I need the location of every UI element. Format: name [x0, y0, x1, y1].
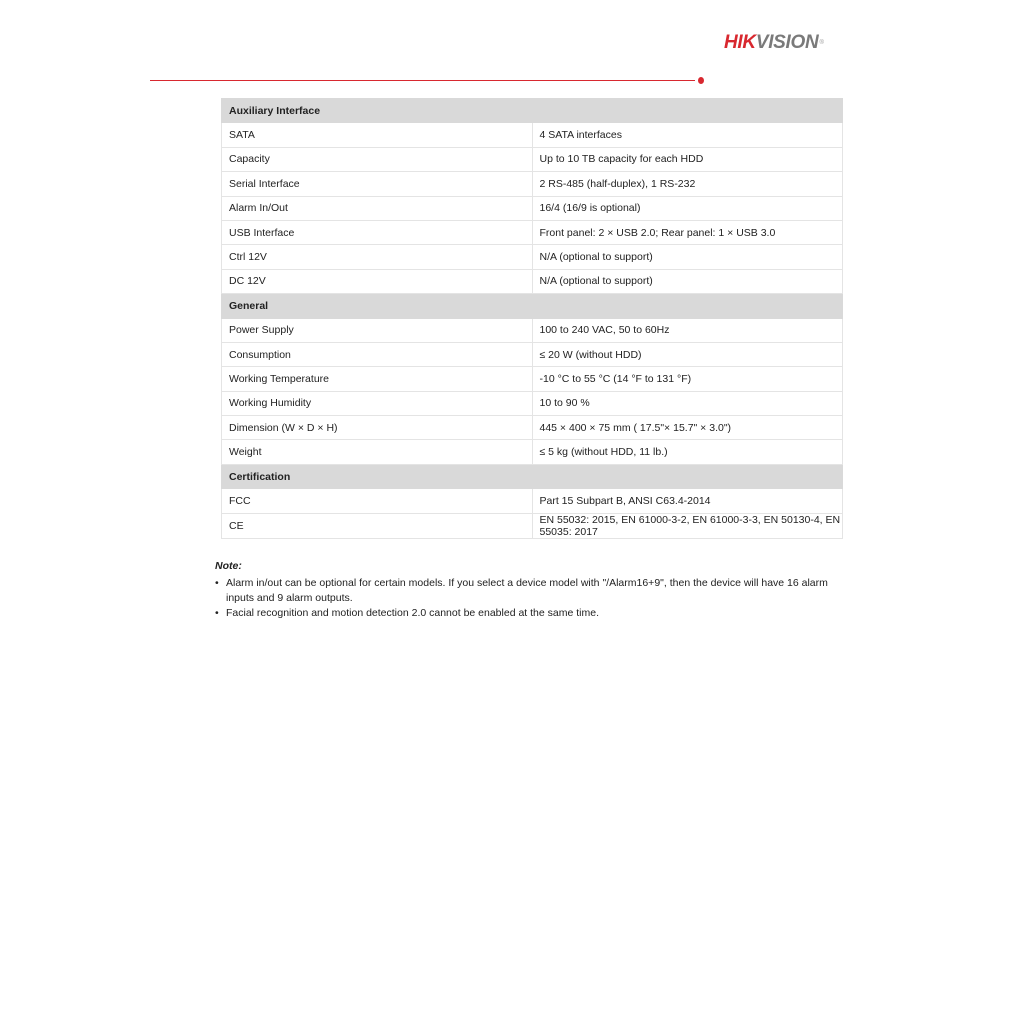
spec-value: 10 to 90 %: [532, 391, 843, 415]
spec-value: 100 to 240 VAC, 50 to 60Hz: [532, 318, 843, 342]
spec-label: Ctrl 12V: [222, 245, 533, 269]
note-text: Facial recognition and motion detection 2.0 cannot be enabled at the same time.: [226, 607, 599, 619]
spec-label: Dimension (W × D × H): [222, 416, 533, 440]
table-row: [222, 269, 843, 293]
section-header-row: [222, 99, 843, 123]
note-title: Note:: [215, 560, 242, 572]
spec-value: Front panel: 2 × USB 2.0; Rear panel: 1 × USB 3.0: [532, 220, 843, 244]
logo-text-red: HIK: [724, 32, 756, 53]
spec-label: Serial Interface: [222, 172, 533, 196]
table-row: [222, 196, 843, 220]
table-row: [222, 391, 843, 415]
note-item: [215, 606, 835, 621]
spec-value: Up to 10 TB capacity for each HDD: [532, 147, 843, 171]
logo-text-gray: VISION: [755, 32, 819, 53]
header-divider-dot: [698, 77, 704, 84]
spec-label: Alarm In/Out: [222, 196, 533, 220]
table-row: [222, 172, 843, 196]
spec-value: 4 SATA interfaces: [532, 123, 843, 147]
spec-value: ≤ 5 kg (without HDD, 11 lb.): [532, 440, 843, 464]
note-item: [215, 576, 835, 606]
table-row: [222, 367, 843, 391]
spec-label: Working Temperature: [222, 367, 533, 391]
spec-label: Weight: [222, 440, 533, 464]
spec-label: CE: [222, 513, 533, 538]
table-row: [222, 245, 843, 269]
spec-label: Working Humidity: [222, 391, 533, 415]
specification-table: [221, 98, 843, 539]
table-row: [222, 318, 843, 342]
table-row: [222, 513, 843, 538]
table-row: [222, 489, 843, 513]
bullet-icon: •: [215, 607, 219, 619]
table-row: [222, 416, 843, 440]
note-block: [215, 559, 835, 621]
header-divider-line: [150, 80, 695, 81]
spec-value: EN 55032: 2015, EN 61000-3-2, EN 61000-3-3, EN 50130-4, EN 55035: 2017: [532, 513, 843, 538]
spec-value: N/A (optional to support): [532, 269, 843, 293]
table-row: [222, 147, 843, 171]
table-row: [222, 220, 843, 244]
spec-label: Capacity: [222, 147, 533, 171]
spec-label: Consumption: [222, 342, 533, 366]
spec-label: DC 12V: [222, 269, 533, 293]
section-header-row: [222, 464, 843, 488]
table-row: [222, 440, 843, 464]
registered-mark: ®: [819, 40, 824, 46]
spec-label: SATA: [222, 123, 533, 147]
spec-value: 2 RS-485 (half-duplex), 1 RS-232: [532, 172, 843, 196]
spec-value: 445 × 400 × 75 mm ( 17.5"× 15.7" × 3.0"): [532, 416, 843, 440]
spec-value: ≤ 20 W (without HDD): [532, 342, 843, 366]
section-header-row: [222, 294, 843, 318]
bullet-icon: •: [215, 577, 219, 589]
note-list: [215, 576, 835, 621]
spec-value: 16/4 (16/9 is optional): [532, 196, 843, 220]
note-text: Alarm in/out can be optional for certain models. If you select a device model with "/Alarm16+9", then the device will have 16 alarm inputs and 9 alarm outputs.: [226, 577, 828, 604]
section-title: Auxiliary Interface: [222, 99, 843, 123]
spec-value: N/A (optional to support): [532, 245, 843, 269]
hikvision-logo: [724, 33, 824, 53]
spec-value: Part 15 Subpart B, ANSI C63.4-2014: [532, 489, 843, 513]
section-title: Certification: [222, 464, 843, 488]
section-title: General: [222, 294, 843, 318]
spec-value: -10 °C to 55 °C (14 °F to 131 °F): [532, 367, 843, 391]
spec-label: FCC: [222, 489, 533, 513]
table-row: [222, 123, 843, 147]
spec-label: USB Interface: [222, 220, 533, 244]
spec-label: Power Supply: [222, 318, 533, 342]
table-row: [222, 342, 843, 366]
